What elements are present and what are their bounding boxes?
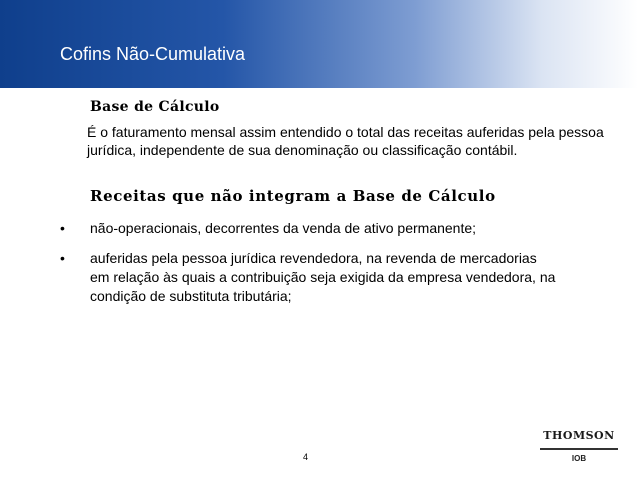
slide-title: Cofins Não-Cumulativa: [60, 44, 246, 64]
section-paragraph: É o faturamento mensal assim entendido o total das receitas auferidas pela pessoa jurídica, independente de sua denominação ou classificação contábil.: [87, 124, 604, 158]
page-number: 4: [303, 452, 309, 462]
bullet-text: não-operacionais, decorrentes da venda de ativo permanente;: [90, 220, 477, 236]
bullet-text: auferidas pela pessoa jurídica revendedora, na revenda de mercadorias em relação às quais a contribuição seja exigida da empresa vendedora, na condição de substituta tributária;: [90, 250, 556, 304]
logo-divider: [540, 448, 618, 450]
slide-header-bar: [0, 0, 638, 88]
logo-brand: THOMSON: [543, 429, 615, 442]
section-heading-receitas: Receitas que não integram a Base de Cálculo: [90, 187, 496, 205]
logo-sub: IOB: [571, 454, 587, 463]
bullet-marker: •: [60, 220, 65, 236]
bullet-marker: •: [60, 250, 65, 266]
section-heading-base-de-calculo: Base de Cálculo: [90, 99, 220, 115]
thomson-iob-logo: [538, 429, 620, 467]
